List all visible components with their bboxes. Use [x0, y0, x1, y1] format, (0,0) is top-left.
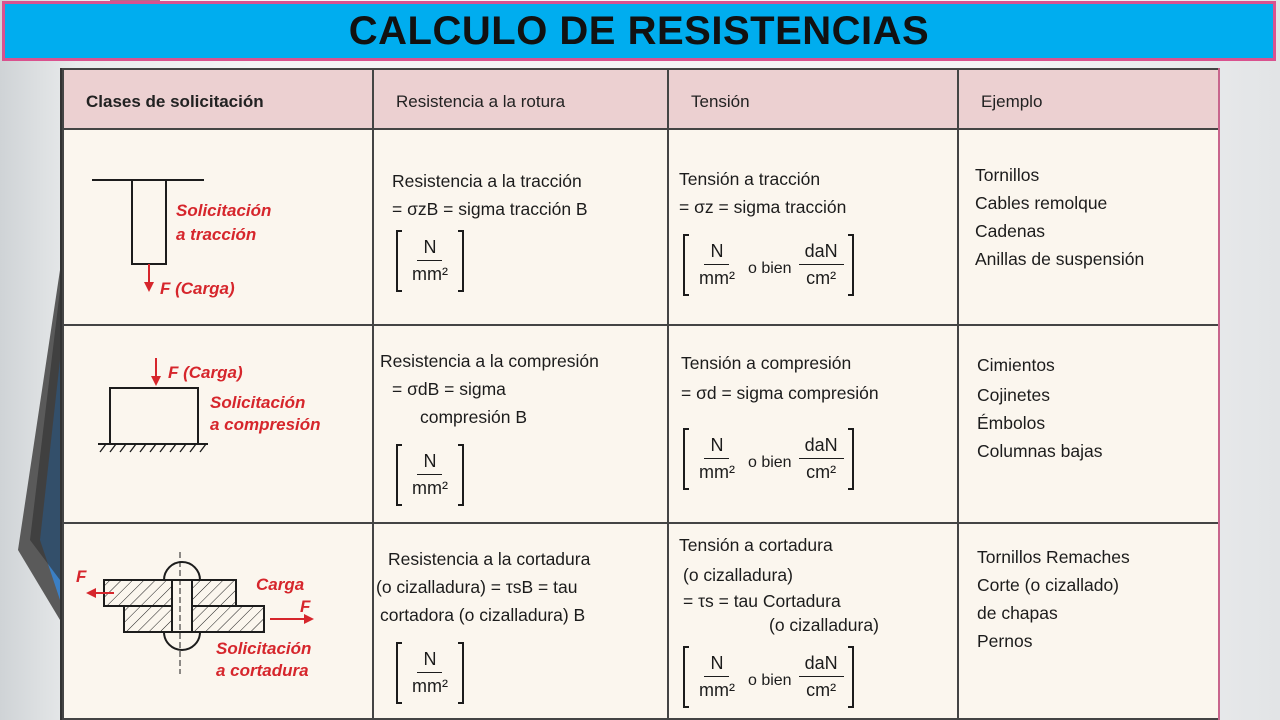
fig-label: F	[300, 597, 311, 616]
frac-den: cm²	[806, 680, 837, 700]
fig-label: Solicitación	[176, 201, 272, 220]
ejemplo-cell	[958, 325, 1220, 523]
table-row	[63, 523, 1220, 719]
tension-line: Tensión a cortadura	[679, 535, 833, 555]
fig-label: F	[76, 567, 87, 586]
unit-fraction	[396, 230, 464, 292]
frac-den: mm²	[699, 462, 735, 482]
resistencia-line: = σdB = sigma	[392, 379, 506, 399]
unit-fraction	[396, 642, 464, 704]
fig-label: F (Carga)	[168, 363, 243, 382]
ejemplo-item: Anillas de suspensión	[975, 249, 1145, 269]
ejemplo-item: Émbolos	[977, 413, 1046, 433]
frac-num: daN	[799, 435, 844, 459]
frac-den: mm²	[699, 268, 735, 288]
resistencia-line: Resistencia a la cortadura	[388, 549, 591, 569]
unit-fraction	[683, 234, 854, 296]
header-clases: Clases de solicitación	[63, 69, 373, 129]
page-title: CALCULO DE RESISTENCIAS	[348, 8, 930, 53]
frac-num: N	[417, 451, 442, 475]
shear-diagram	[64, 524, 374, 720]
figure-compresion	[63, 325, 373, 523]
frac-den: mm²	[412, 264, 448, 284]
table-row	[63, 129, 1220, 325]
tension-cell	[668, 523, 958, 719]
title-bar	[2, 1, 1276, 61]
unit-fraction	[683, 646, 854, 708]
tension-line: (o cizalladura)	[683, 565, 793, 585]
fig-label: a cortadura	[216, 661, 309, 680]
frac-num: daN	[799, 241, 844, 265]
ejemplo-item: Tornillos Remaches	[977, 547, 1130, 567]
resistencia-line: = σzB = sigma tracción B	[392, 199, 588, 219]
ejemplo-item: Tornillos	[975, 165, 1040, 185]
table-header-row	[63, 69, 1220, 129]
ejemplo-item: Cojinetes	[977, 385, 1050, 405]
tension-line: = σd = sigma compresión	[681, 383, 879, 403]
resistencia-cell	[373, 523, 668, 719]
tension-line: = σz = sigma tracción	[679, 197, 847, 217]
figure-traccion	[63, 129, 373, 325]
tension-cell	[668, 325, 958, 523]
resistencia-cell	[373, 325, 668, 523]
frac-den: cm²	[806, 462, 837, 482]
header-tension: Tensión	[668, 69, 958, 129]
fig-label: Solicitación	[210, 393, 306, 412]
ejemplo-item: Cables remolque	[975, 193, 1108, 213]
fig-label: a compresión	[210, 415, 321, 434]
fig-label: a tracción	[176, 225, 257, 244]
resistencia-line: cortadora (o cizalladura) B	[380, 605, 586, 625]
resistencia-line: Resistencia a la compresión	[380, 351, 599, 371]
ejemplo-item: Columnas bajas	[977, 441, 1103, 461]
unit-fraction	[683, 428, 854, 490]
resistencia-line: compresión B	[420, 407, 527, 427]
ejemplo-item: Corte (o cizallado)	[977, 575, 1119, 595]
ejemplo-cell	[958, 523, 1220, 719]
fig-label: Carga	[256, 575, 305, 594]
resistencia-cell	[373, 129, 668, 325]
table-row	[63, 325, 1220, 523]
frac-num: N	[417, 237, 442, 261]
tension-line: (o cizalladura)	[769, 615, 879, 635]
frac-num: daN	[799, 653, 844, 677]
frac-den: mm²	[412, 676, 448, 696]
frac-num: N	[704, 241, 729, 265]
o-bien: o bien	[747, 260, 792, 277]
tension-cell	[668, 129, 958, 325]
frac-den: cm²	[806, 268, 837, 288]
ejemplo-cell	[958, 129, 1220, 325]
tension-line: = τs = tau Cortadura	[683, 591, 841, 611]
o-bien: o bien	[747, 672, 792, 689]
frac-den: mm²	[699, 680, 735, 700]
tension-line: Tensión a tracción	[679, 169, 821, 189]
header-ejemplo: Ejemplo	[958, 69, 1220, 129]
fig-label: F (Carga)	[160, 279, 235, 298]
resistencia-line: Resistencia a la tracción	[392, 171, 582, 191]
ejemplo-item: Cadenas	[975, 221, 1046, 241]
header-resistencia: Resistencia a la rotura	[373, 69, 668, 129]
ejemplo-item: de chapas	[977, 603, 1058, 623]
frac-num: N	[417, 649, 442, 673]
resistance-table	[60, 68, 1220, 720]
frac-num: N	[704, 435, 729, 459]
tension-line: Tensión a compresión	[681, 353, 852, 373]
figure-cortadura	[63, 523, 373, 719]
ejemplo-item: Pernos	[977, 631, 1033, 651]
unit-fraction	[396, 444, 464, 506]
o-bien: o bien	[747, 454, 792, 471]
resistencia-line: (o cizalladura) = τsB = tau	[376, 577, 578, 597]
ejemplo-item: Cimientos	[977, 355, 1055, 375]
frac-num: N	[704, 653, 729, 677]
frac-den: mm²	[412, 478, 448, 498]
fig-label: Solicitación	[216, 639, 312, 658]
